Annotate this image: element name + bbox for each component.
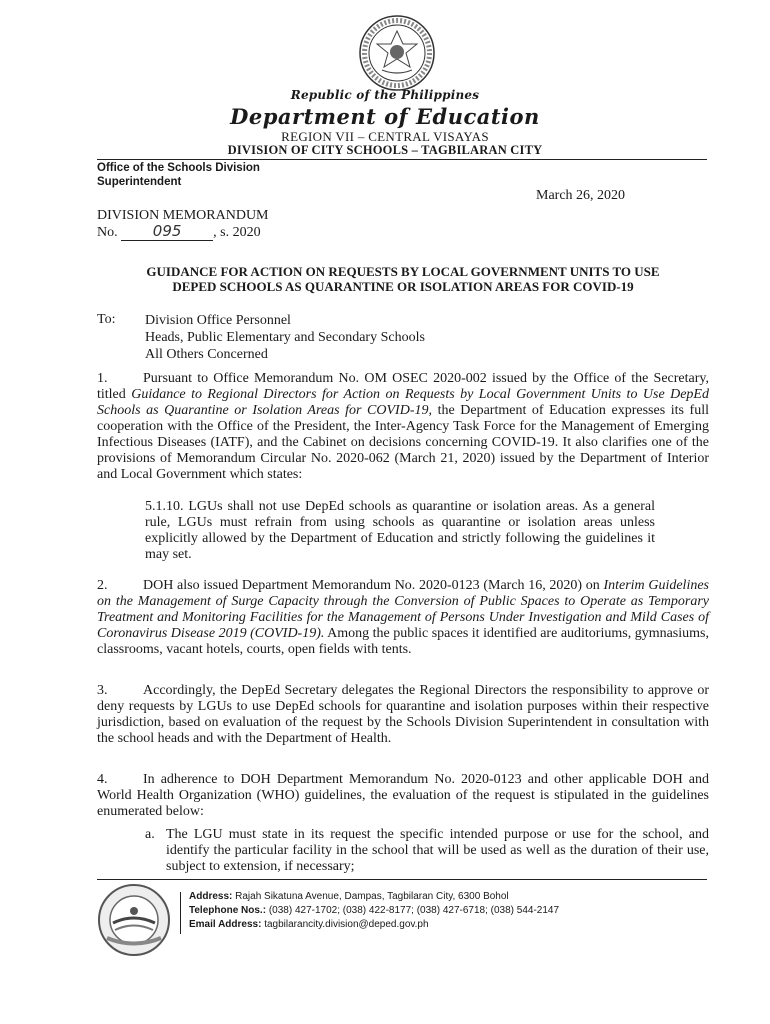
office-line-1: Office of the Schools Division: [97, 162, 260, 174]
guideline-item-a: [145, 827, 709, 875]
region-heading: REGION VII – CENTRAL VISAYAS: [281, 129, 489, 144]
memo-number: 095: [121, 225, 213, 241]
paragraph-1: [97, 371, 709, 483]
footer-vertical-divider: [180, 892, 181, 934]
paragraph-text: the Department of Education expresses its full cooperation with the Office of the President, the Inter-Agency Task Force for the Management of Emerging Infectious Diseases (IATF), and the Cabinet on decisions concerning COVID-19. It also clarifies one of the provisions of Memorandum Circular No. 2020-062 (March 21, 2020) issued by the Department of Interior and Local Government which states:: [97, 403, 709, 482]
header-divider: [97, 159, 707, 160]
paragraph-4: [97, 772, 709, 820]
paragraph-number: 2.: [97, 578, 108, 593]
office-label: [97, 161, 260, 189]
paragraph-text: Among the public spaces it identified are auditoriums, gymnasiums, classrooms, vacant hotels, courts, open fields with tents.: [97, 626, 709, 657]
department-heading: Department of Education: [230, 104, 540, 129]
memo-series: , s. 2020: [213, 225, 261, 240]
address-value: Rajah Sikatuna Avenue, Dampas, Tagbilaran City, 6300 Bohol: [232, 891, 509, 902]
office-line-2: Superintendent: [97, 176, 182, 188]
quoted-provision: 5.1.10. LGUs shall not use DepEd schools as quarantine or isolation areas. As a general rule, LGUs must refrain from using schools as quarantine or isolation areas unless explicitly allowed by the Department of Education and strictly following the guidelines it may set.: [145, 499, 655, 562]
paragraph-text: Pursuant to Office Memorandum No. OM OSEC 2020-002 issued by the Office of the Secretary, titled: [97, 371, 709, 402]
item-letter: a.: [145, 827, 155, 842]
memo-type: DIVISION MEMORANDUM: [97, 208, 269, 223]
to-label: To:: [97, 312, 116, 327]
paragraph-number: 1.: [97, 371, 108, 386]
address-label: Address:: [189, 891, 233, 902]
paragraph-number: 4.: [97, 772, 108, 787]
memo-subject: [97, 264, 709, 294]
paragraph-number: 3.: [97, 683, 108, 698]
recipient-list: [145, 312, 425, 363]
footer-phone: [189, 904, 559, 918]
recipient-item: All Others Concerned: [145, 347, 268, 362]
phone-value: (038) 427-1702; (038) 422-8177; (038) 427-6718; (038) 544-2147: [266, 905, 560, 916]
republic-heading: Republic of the Philippines: [290, 88, 480, 102]
subject-line-2: DEPED SCHOOLS AS QUARANTINE OR ISOLATION AREAS FOR COVID-19: [172, 279, 634, 294]
memo-identifier: [97, 207, 269, 241]
phone-label: Telephone Nos.:: [189, 905, 267, 916]
footer-address: [189, 890, 559, 904]
email-value: tagbilarancity.division@deped.gov.ph: [261, 919, 429, 930]
paragraph-text: DOH also issued Department Memorandum No. 2020-0123 (March 16, 2020) on: [143, 578, 604, 593]
email-label: Email Address:: [189, 919, 262, 930]
item-text: The LGU must state in its request the specific intended purpose or use for the school, and identify the particular facility in the school that will be used as well as the duration of their use, subject to extension, if necessary;: [166, 827, 709, 874]
recipient-item: Heads, Public Elementary and Secondary Schools: [145, 330, 425, 345]
paragraph-2: [97, 578, 709, 658]
paragraph-text: Accordingly, the DepEd Secretary delegates the Regional Directors the responsibility to approve or deny requests by LGUs to use DepEd schools for quarantine and isolation purposes within their respective jurisdiction, based on evaluation of the request by the Schools Division Superintendent in consultation with the school heads and with the Department of Health.: [97, 683, 709, 746]
footer-divider: [97, 879, 707, 880]
memo-date: March 26, 2020: [536, 188, 626, 203]
footer-contact: [189, 890, 559, 932]
paragraph-3: [97, 683, 709, 747]
division-logo-icon: [97, 883, 171, 957]
subject-line-1: GUIDANCE FOR ACTION ON REQUESTS BY LOCAL GOVERNMENT UNITS TO USE: [146, 264, 660, 279]
paragraph-text: In adherence to DOH Department Memorandum No. 2020-0123 and other applicable DOH and World Health Organization (WHO) guidelines, the evaluation of the request is stipulated in the guidelines enumerated below:: [97, 772, 709, 819]
paragraph-italic-title: Guidance to Regional Directors for Action on Requests by Local Government Units to Use DepEd Schools as Quarantine or Isolation Areas for COVID-19,: [97, 387, 709, 418]
division-heading: DIVISION OF CITY SCHOOLS – TAGBILARAN CITY: [227, 143, 543, 157]
memo-number-line: [97, 224, 269, 241]
footer-email: [189, 918, 559, 932]
deped-seal-icon: [358, 14, 436, 92]
recipient-item: Division Office Personnel: [145, 313, 291, 328]
paragraph-italic-title: Interim Guidelines on the Management of Surge Capacity through the Conversion of Public Spaces to Operate as Temporary Treatment and Monitoring Facilities for the Management of Persons Under Investigation and Mild Cases of Coronavirus Disease 2019 (COVID-19).: [97, 578, 709, 641]
memo-no-label: No.: [97, 225, 118, 240]
